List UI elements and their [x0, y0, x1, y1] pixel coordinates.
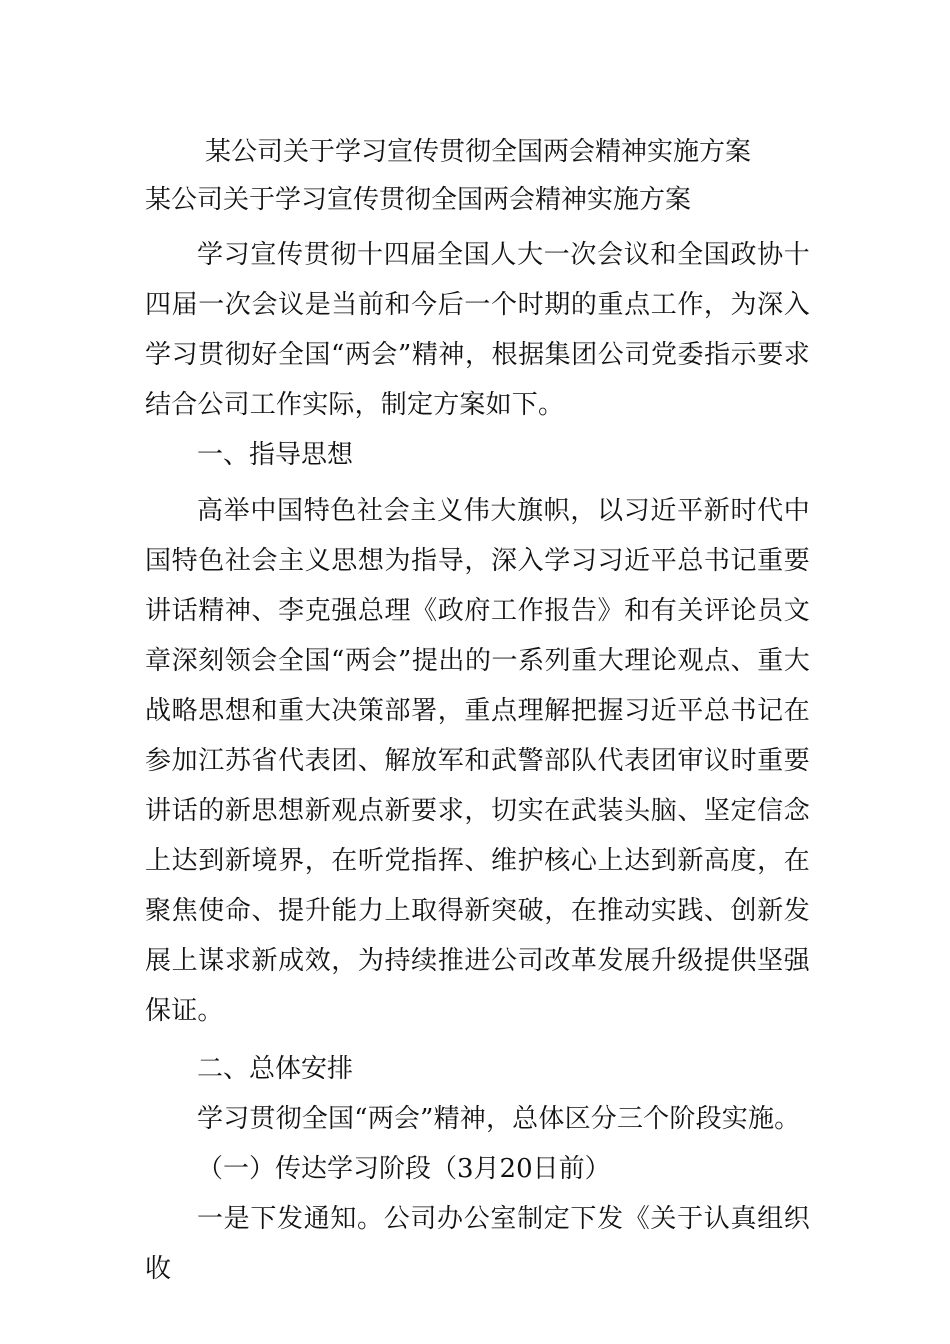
guiding-thought-paragraph: 高举中国特色社会主义伟大旗帜，以习近平新时代中国特色社会主义思想为指导，深入学习习近平总书记重要讲话精神、李克强总理《政府工作报告》和有关评论员文章深刻领会全国“两会”提出的一系列重大理论观点、重大战略思想和重大决策部署，重点理解把握习近平总书记在参加江苏省代表团、解放军和武警部队代表团审议时重要讲话的新思想新观点新要求，切实在武装头脑、坚定信念上达到新境界，在听党指挥、维护核心上达到新高度，在聚焦使命、提升能力上取得新突破，在推动实践、创新发展上谋求新成效，为持续推进公司改革发展升级提供坚强保证。 [145, 496, 810, 1026]
document-subtitle: 某公司关于学习宣传贯彻全国两会精神实施方案 [145, 185, 692, 215]
intro-paragraph: 学习宣传贯彻十四届全国人大一次会议和全国政协十四届一次会议是当前和今后一个时期的重点工作，为深入学习贯彻好全国“两会”精神，根据集团公司党委指示要求结合公司工作实际，制定方案如下。 [145, 240, 810, 420]
subsection-heading-study-stage: （一）传达学习阶段（3月20日前） [197, 1154, 611, 1184]
section-heading-overall-arrangement: 二、总体安排 [197, 1054, 354, 1084]
section-heading-guiding-thought: 一、指导思想 [197, 440, 354, 470]
document-title: 某公司关于学习宣传贯彻全国两会精神实施方案 [205, 137, 752, 167]
document-body [145, 230, 810, 1294]
overall-arrangement-paragraph: 学习贯彻全国“两会”精神，总体区分三个阶段实施。 [197, 1104, 801, 1134]
study-stage-paragraph: 一是下发通知。公司办公室制定下发《关于认真组织收 [145, 1204, 810, 1284]
